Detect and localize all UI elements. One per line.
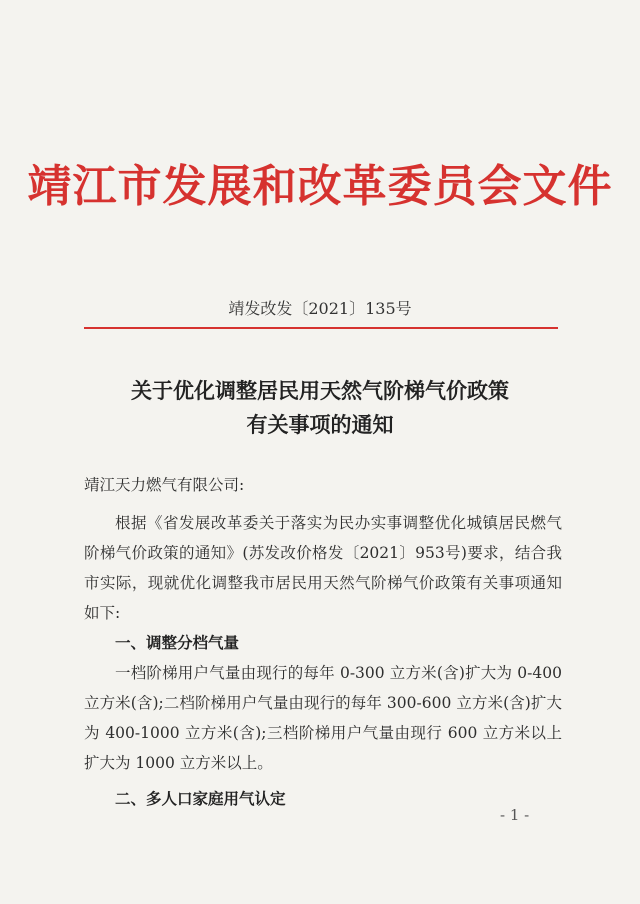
addressee: 靖江天力燃气有限公司:: [84, 476, 245, 494]
intro-paragraph: 根据《省发展改革委关于落实为民办实事调整优化城镇居民燃气阶梯气价政策的通知》(苏发改价格发〔2021〕953号)要求，结合我市实际，现就优化调整我市居民用天然气阶梯气价政策有关事项通知如下:: [84, 514, 562, 622]
red-divider-line: [84, 327, 558, 329]
document-title-line-1: 关于优化调整居民用天然气阶梯气价政策: [131, 378, 509, 403]
document-title: [0, 374, 640, 442]
page-number: - 1 -: [500, 806, 530, 824]
section-1-heading: 一、调整分档气量: [115, 633, 240, 652]
document-number: 靖发改发〔2021〕135号: [228, 299, 412, 318]
section-1-paragraph: 一档阶梯用户气量由现行的每年 0-300 立方米(含)扩大为 0-400 立方米(含);二档阶梯用户气量由现行的每年 300-600 立方米(含)扩大为 400-1000 立方米(含);三档阶梯用户气量由现行 600 立方米以上扩大为 1000 立方米以上。: [84, 664, 562, 772]
section-2-heading: 二、多人口家庭用气认定: [115, 789, 286, 808]
masthead-title: 靖江市发展和改革委员会文件: [27, 161, 613, 212]
document-title-line-2: 有关事项的通知: [246, 412, 394, 437]
document-body: [84, 470, 562, 814]
